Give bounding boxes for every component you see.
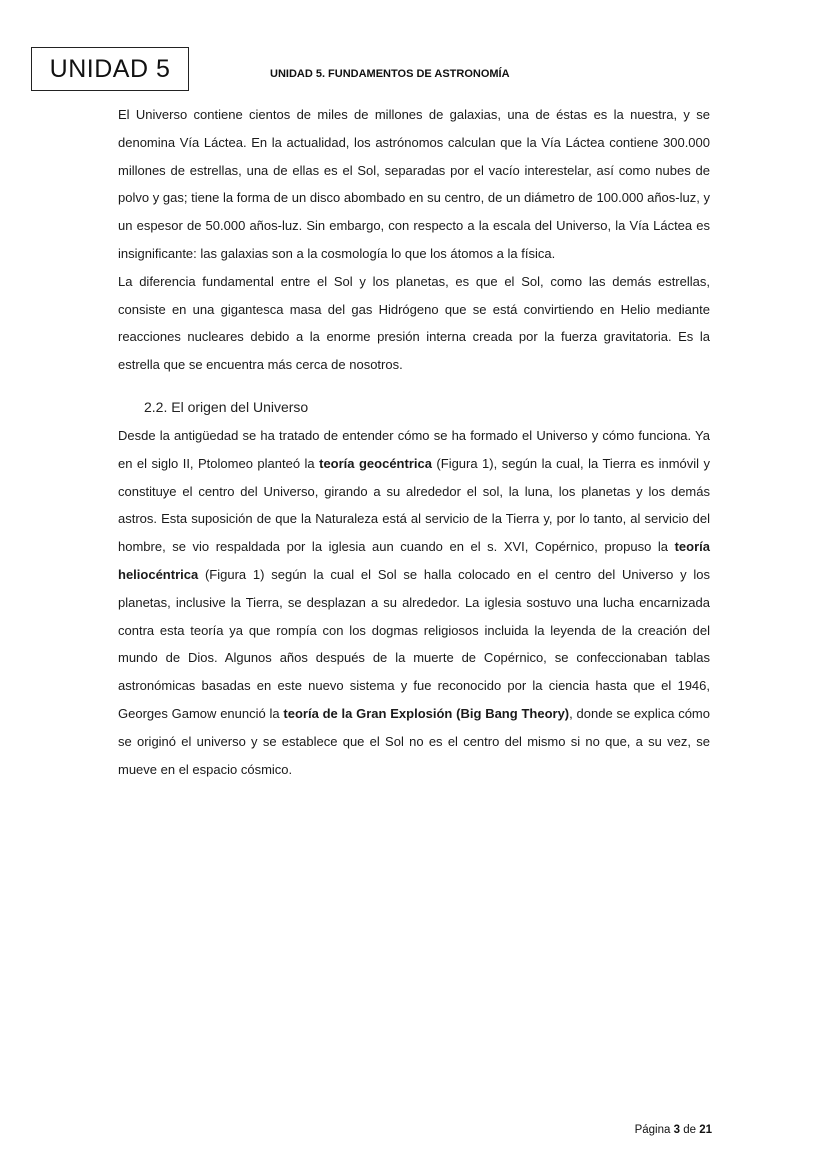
unit-label: UNIDAD 5 (49, 54, 171, 83)
section-paragraph (118, 422, 710, 783)
bold-term-big-bang: teoría de la Gran Explosión (Big Bang Theory) (283, 705, 570, 721)
page-footer (635, 1124, 712, 1136)
text-segment: (Figura 1) según la cual el Sol se halla colocado en el centro del Universo y los planetas, inclusive la Tierra, se desplazan a su alrededor. La iglesia sostuvo una lucha encarnizada contra esta teoría ya que rompía con los dogmas religiosos incluida la leyenda de la creación del mundo de Dios. Algunos años después de la muerte de Copérnico, se confeccionaban tablas astronómicas basadas en este nuevo sistema y fue reconocido por la ciencia hasta que el 1946, Georges Gamow enunció la (118, 566, 710, 721)
text-segment: , donde se explica cómo se originó el universo y se establece que el Sol no es el centro del mismo si no que, a su vez, se mueve en el espacio cósmico. (118, 705, 710, 777)
intro-paragraph-1: El Universo contiene cientos de miles de millones de galaxias, una de éstas es la nuestra, y se denomina Vía Láctea. En la actualidad, los astrónomos calculan que la Vía Láctea contiene 300.000 millones de estrellas, una de ellas es el Sol, separadas por el vacío interestelar, así como nubes de polvo y gas; tiene la forma de un disco abombado en su centro, de un diámetro de 100.000 años-luz, y un espesor de 50.000 años-luz. Sin embargo, con respecto a la escala del Universo, la Vía Láctea es insignificante: las galaxias son a la cosmología lo que los átomos a la física. (118, 107, 710, 261)
text-segment: Desde la antigüedad se ha tratado de entender cómo se ha formado el Universo y cómo funciona. Ya en el siglo II, Ptolomeo planteó la (118, 427, 710, 471)
bold-term-geocentric: teoría geocéntrica (319, 455, 432, 471)
document-body (118, 101, 710, 783)
page-word: Página (634, 1124, 671, 1136)
of-word: de (683, 1124, 696, 1136)
section-heading: 2.2. El origen del Universo (144, 398, 309, 415)
text-segment: (Figura 1), según la cual, la Tierra es inmóvil y constituye el centro del Universo, girando a su alrededor el sol, la luna, los planetas y los demás astros. Esta suposición de que la Naturaleza está al servicio de la Tierra y, por lo tanto, al servicio del hombre, se vio respaldada por la iglesia aun cuando en el s. XVI, Copérnico, propuso la (118, 455, 710, 555)
unit-label-box (31, 47, 189, 91)
total-pages-number: 21 (699, 1124, 712, 1136)
intro-paragraph-2: La diferencia fundamental entre el Sol y los planetas, es que el Sol, como las demás estrellas, consiste en una gigantesca masa del gas Hidrógeno que se está convirtiendo en Helio mediante reacciones nucleares debido a la enorme presión interna creada por la fuerza gravitatoria. Es la estrella que se encuentra más cerca de nosotros. (118, 273, 710, 373)
current-page-number: 3 (673, 1124, 680, 1136)
page-header-title: UNIDAD 5. FUNDAMENTOS DE ASTRONOMÍA (270, 68, 510, 80)
bold-term-heliocentric: teoría heliocéntrica (118, 539, 710, 582)
